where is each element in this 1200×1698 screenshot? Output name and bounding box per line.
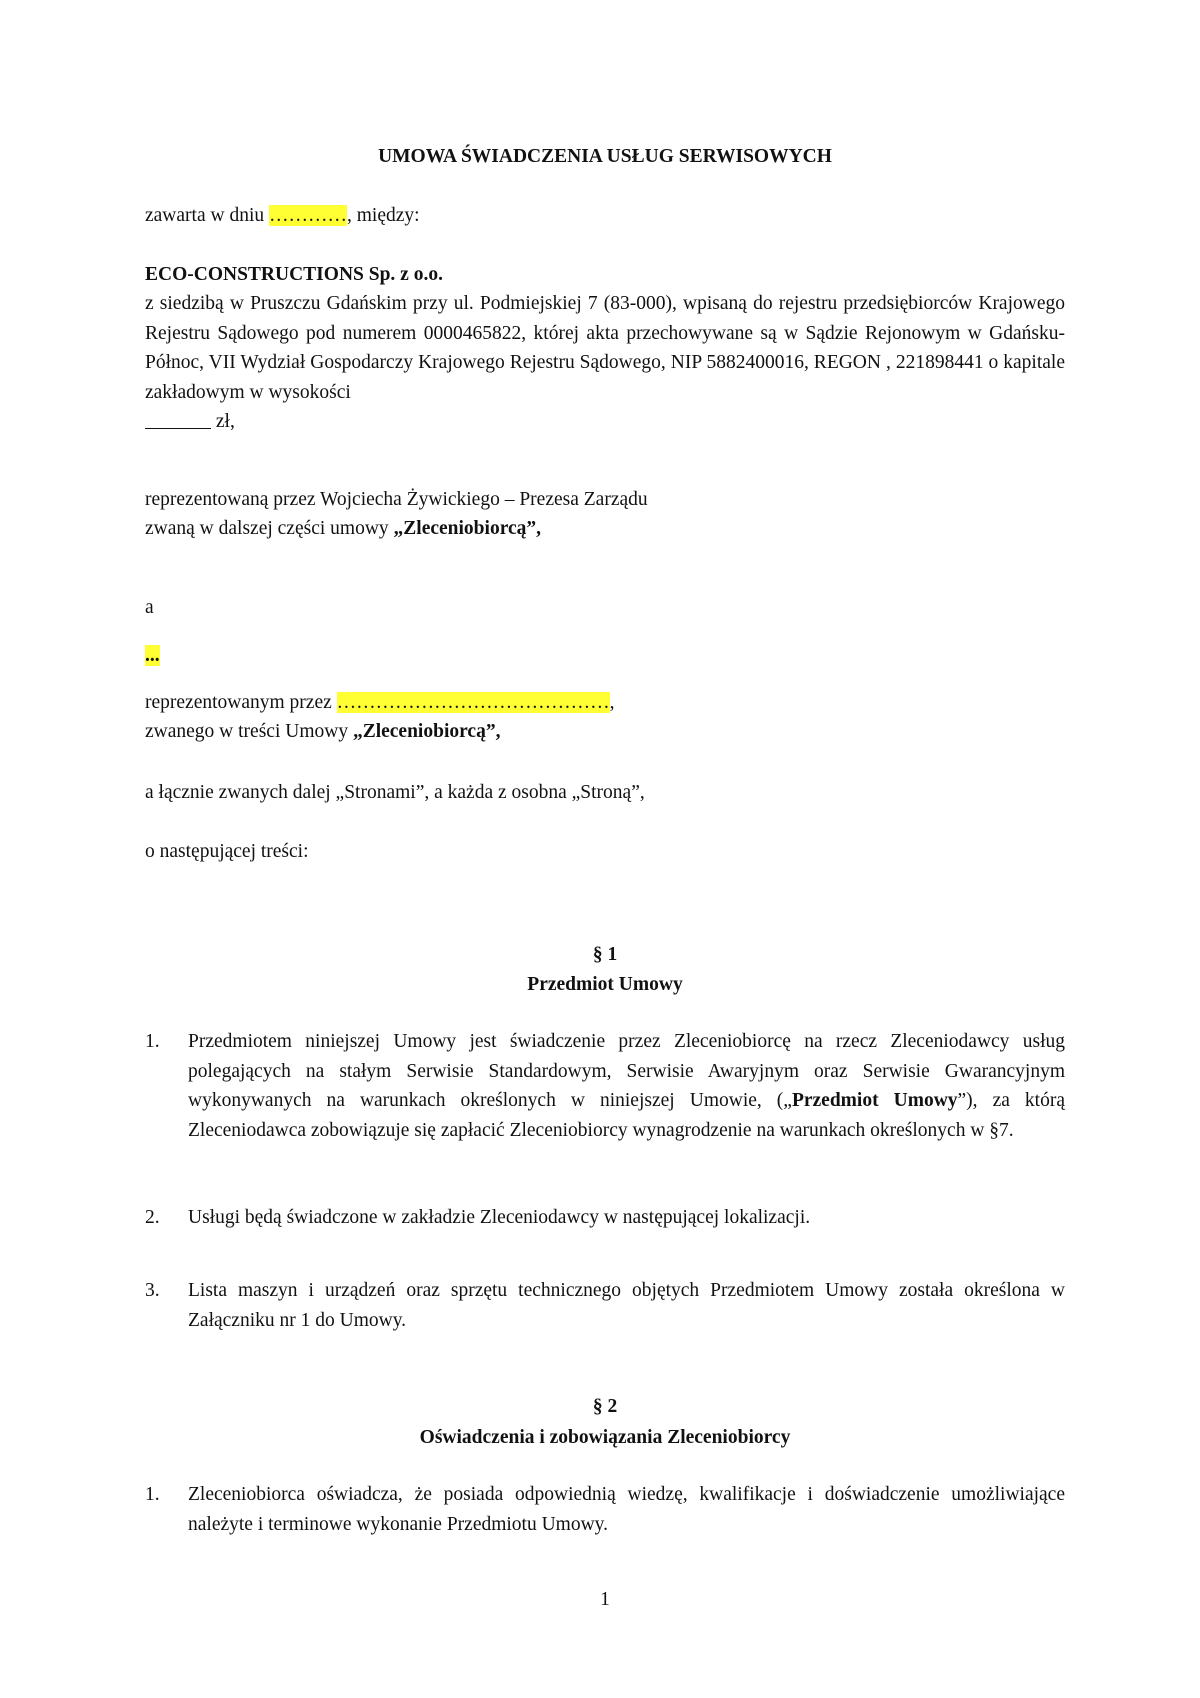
section1-item1-text-b: ”), za którą Zleceniodawca zobowiązuje się zapłacić Zleceniobiorcy wynagrodzenie na warunkach określonych w §7. (188, 1090, 1065, 1141)
section1-item2-number: 2. (145, 1207, 160, 1228)
capital-blank (145, 410, 211, 429)
party2-name-line (145, 641, 1065, 671)
section1-number: § 1 (592, 944, 618, 965)
party1-represented: reprezentowaną przez Wojciecha Żywickiego – Prezesa Zarządu (145, 489, 648, 510)
party2-represented (145, 688, 1065, 718)
party1-called-name: „Zleceniobiorcą”, (393, 518, 542, 539)
section1-item3-number: 3. (145, 1280, 160, 1301)
party2-called (145, 717, 1065, 747)
intro-suffix: , między: (347, 205, 420, 226)
section1-item1-bold: Przedmiot Umowy (791, 1090, 958, 1111)
party2-represented-prefix: reprezentowanym przez (145, 692, 337, 713)
party2-called-name: „Zleceniobiorcą”, (352, 721, 501, 742)
section2-number: § 2 (592, 1396, 618, 1417)
section1-heading: Przedmiot Umowy (527, 974, 683, 995)
section1-item3: Lista maszyn i urządzeń oraz sprzętu technicznego objętych Przedmiotem Umowy została określona w Załączniku nr 1 do Umowy. (188, 1280, 1065, 1331)
party2-represented-suffix: , (609, 692, 615, 713)
party1-details-text: z siedzibą w Pruszczu Gdańskim przy ul. Podmiejskiej 7 (83-000), wpisaną do rejestru przedsiębiorców Krajowego Rejestru Sądowego pod numerem 0000465822, której akta przechowywane są w Sądzie Rejonowym w Gdańsku-Północ, VII Wydział Gospodarczy Krajowego Rejestru Sądowego, NIP 5882400016, REGON , 221898441 o kapitale zakładowym w wysokości (145, 293, 1065, 403)
party1-name: ECO-CONSTRUCTIONS Sp. z o.o. (145, 264, 443, 285)
conjunction: a (145, 597, 154, 618)
party2-name-placeholder: ... (145, 645, 160, 666)
section1-item1-number: 1. (145, 1031, 160, 1052)
intro-line (145, 201, 1065, 231)
intro-prefix: zawarta w dniu (145, 205, 269, 226)
capital-suffix: zł, (211, 411, 235, 432)
parties-together: a łącznie zwanych dalej „Stronami”, a każda z osobna „Stroną”, (145, 782, 645, 803)
section1-item1 (188, 1027, 1065, 1145)
party1-details (145, 289, 1065, 437)
party1-called (145, 514, 1065, 544)
page-number: 1 (600, 1589, 610, 1610)
party2-represented-placeholder: …………………………………… (336, 692, 610, 713)
party2-called-prefix: zwanego w treści Umowy (145, 721, 353, 742)
party1-called-prefix: zwaną w dalszej części umowy (145, 518, 394, 539)
section2-item1: Zleceniobiorca oświadcza, że posiada odpowiednią wiedzę, kwalifikacje i doświadczenie umożliwiające należyte i terminowe wykonanie Przedmiotu Umowy. (188, 1484, 1065, 1535)
section1-item2: Usługi będą świadczone w zakładzie Zleceniodawcy w następującej lokalizacji. (188, 1207, 811, 1228)
date-placeholder: ………… (269, 205, 347, 226)
document-title: UMOWA ŚWIADCZENIA USŁUG SERWISOWYCH (378, 146, 832, 167)
section1-item1-text-a: Przedmiotem niniejszej Umowy jest świadczenie przez Zleceniobiorcę na rzecz Zleceniodawcy usług polegających na stałym Serwisie Standardowym, Serwisie Awaryjnym oraz Serwisie Gwarancyjnym wykonywanych na warunkach określonych w niniejszej Umowie, („ (188, 1031, 1065, 1111)
following-content: o następującej treści: (145, 841, 309, 862)
section2-item1-number: 1. (145, 1484, 160, 1505)
section2-heading: Oświadczenia i zobowiązania Zleceniobiorcy (419, 1427, 791, 1448)
